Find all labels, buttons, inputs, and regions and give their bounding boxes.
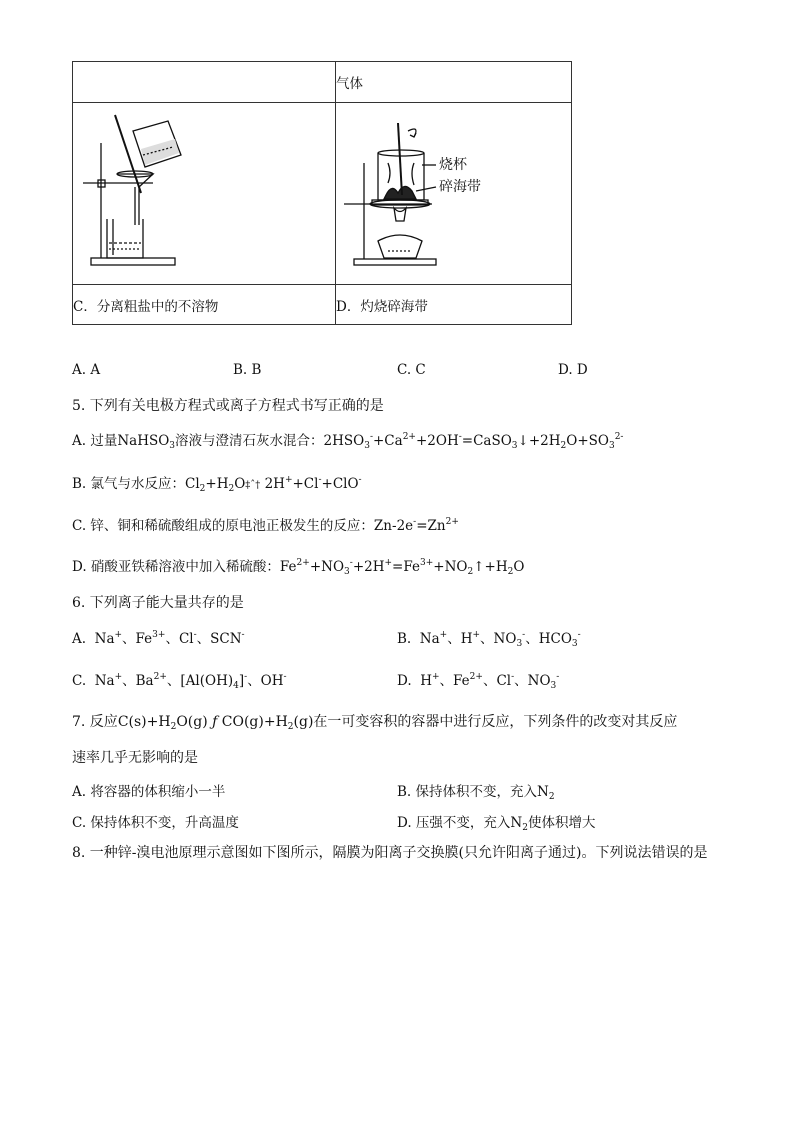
q5-option-c[interactable]: C. 锌、铜和稀硫酸组成的原电池正极发生的反应：$Zn-2e^-=Zn^{2+}$ [72,517,459,534]
q4-option-b[interactable]: B. B [233,362,262,378]
q5-a-mid: 溶液与澄清石灰水混合：2HSO [175,433,365,449]
q5-a-prefix: A. 过量NaHSO [72,433,170,449]
table-header-right: 气体 [336,62,572,103]
label-seaweed: 碎海带 [439,179,481,195]
q5-option-b[interactable]: B. 氯气与水反应：$Cl_2+H_2O\ddagger ˆ\dagger$ 2H++Cl-+ClO- [72,475,362,494]
q7-d-suffix: 使体积增大 [527,815,596,831]
filtration-apparatus-figure [73,103,335,280]
q6-option-b[interactable]: B. Na+、H+、$NO_3^-$、$HCO_3^-$ [397,630,581,649]
q7-option-d[interactable]: D. 压强不变，充入$N_2$使体积增大 [397,815,596,833]
q7-option-a[interactable]: A. 将容器的体积缩小一半 [72,784,226,800]
q5-option-d[interactable]: D. 硝酸亚铁稀溶液中加入稀硫酸：$Fe^{2+}+NO_3^-+2H^+=Fe^{3+}+NO_2↑+H_2O$ [72,558,525,577]
burning-apparatus-cell [336,103,572,285]
q6-a-label: A. [72,631,87,647]
caption-c: C．分离粗盐中的不溶物 [73,285,336,325]
burning-apparatus-figure [336,103,571,280]
q7-option-c[interactable]: C. 保持体积不变，升高温度 [72,815,239,831]
q7-stem-suffix: 在一可变容积的容器中进行反应，下列条件的改变对其反应 [313,714,678,730]
q7-stem-prefix: 7. 反应 [72,714,118,730]
filtration-apparatus-cell [73,103,336,285]
label-beaker: 烧杯 [439,157,467,173]
q4-option-c[interactable]: C. C [397,362,426,378]
q7-d-prefix: D. 压强不变，充入N [397,815,523,831]
q6-option-a[interactable]: A. Na+、$Fe^{3+}$、Cl-、SCN- [72,630,245,647]
question-table [72,61,572,325]
caption-d: D．灼烧碎海带 [336,285,572,325]
q6-d-label: D. [397,673,412,689]
q6-option-c[interactable]: C. Na+、$Ba^{2+}$、$[Al(OH)_4]^-$、OH- [72,672,287,691]
q6-c-label: C. [72,673,87,689]
q7-option-b[interactable]: B. 保持体积不变，充入$N_2$ [397,784,555,802]
q5-option-a[interactable]: A. 过量NaHSO$_3$溶液与澄清石灰水混合：$2HSO_3^-+Ca^{2+}+2OH^-=CaSO_3↓+2H_2O+SO_3^{2-}$ [72,432,624,451]
q4-option-d[interactable]: D. D [558,362,588,378]
q5-b-prefix: B. 氯气与水反应：Cl [72,476,200,492]
q5-d-prefix: D. 硝酸亚铁稀溶液中加入稀硫酸：Fe [72,559,297,575]
q8-stem: 8. 一种锌-溴电池原理示意图如下图所示，隔膜为阳离子交换膜(只允许阳离子通过)。下列说法错误的是 [72,845,708,861]
q7-stem: 7. 反应$C(s)+H_2O(g)$ ƒ $CO(g)+H_2(g)$在一可变容积的容器中进行反应，下列条件的改变对其反应 [72,714,678,732]
q7-stem-line2: 速率几乎无影响的是 [72,750,198,766]
q4-option-a[interactable]: A. A [72,362,101,378]
q5-c-text: C. 锌、铜和稀硫酸组成的原电池正极发生的反应：Zn-2e [72,518,414,534]
q6-stem: 6. 下列离子能大量共存的是 [72,595,244,611]
q5-stem: 5. 下列有关电极方程式或离子方程式书写正确的是 [72,398,384,414]
table-header-left [73,62,336,103]
q7-b-prefix: B. 保持体积不变，充入N [397,784,549,800]
q6-b-label: B. [397,631,412,647]
q6-option-d[interactable]: D. H+、$Fe^{2+}$、Cl-、$NO_3^-$ [397,672,560,691]
